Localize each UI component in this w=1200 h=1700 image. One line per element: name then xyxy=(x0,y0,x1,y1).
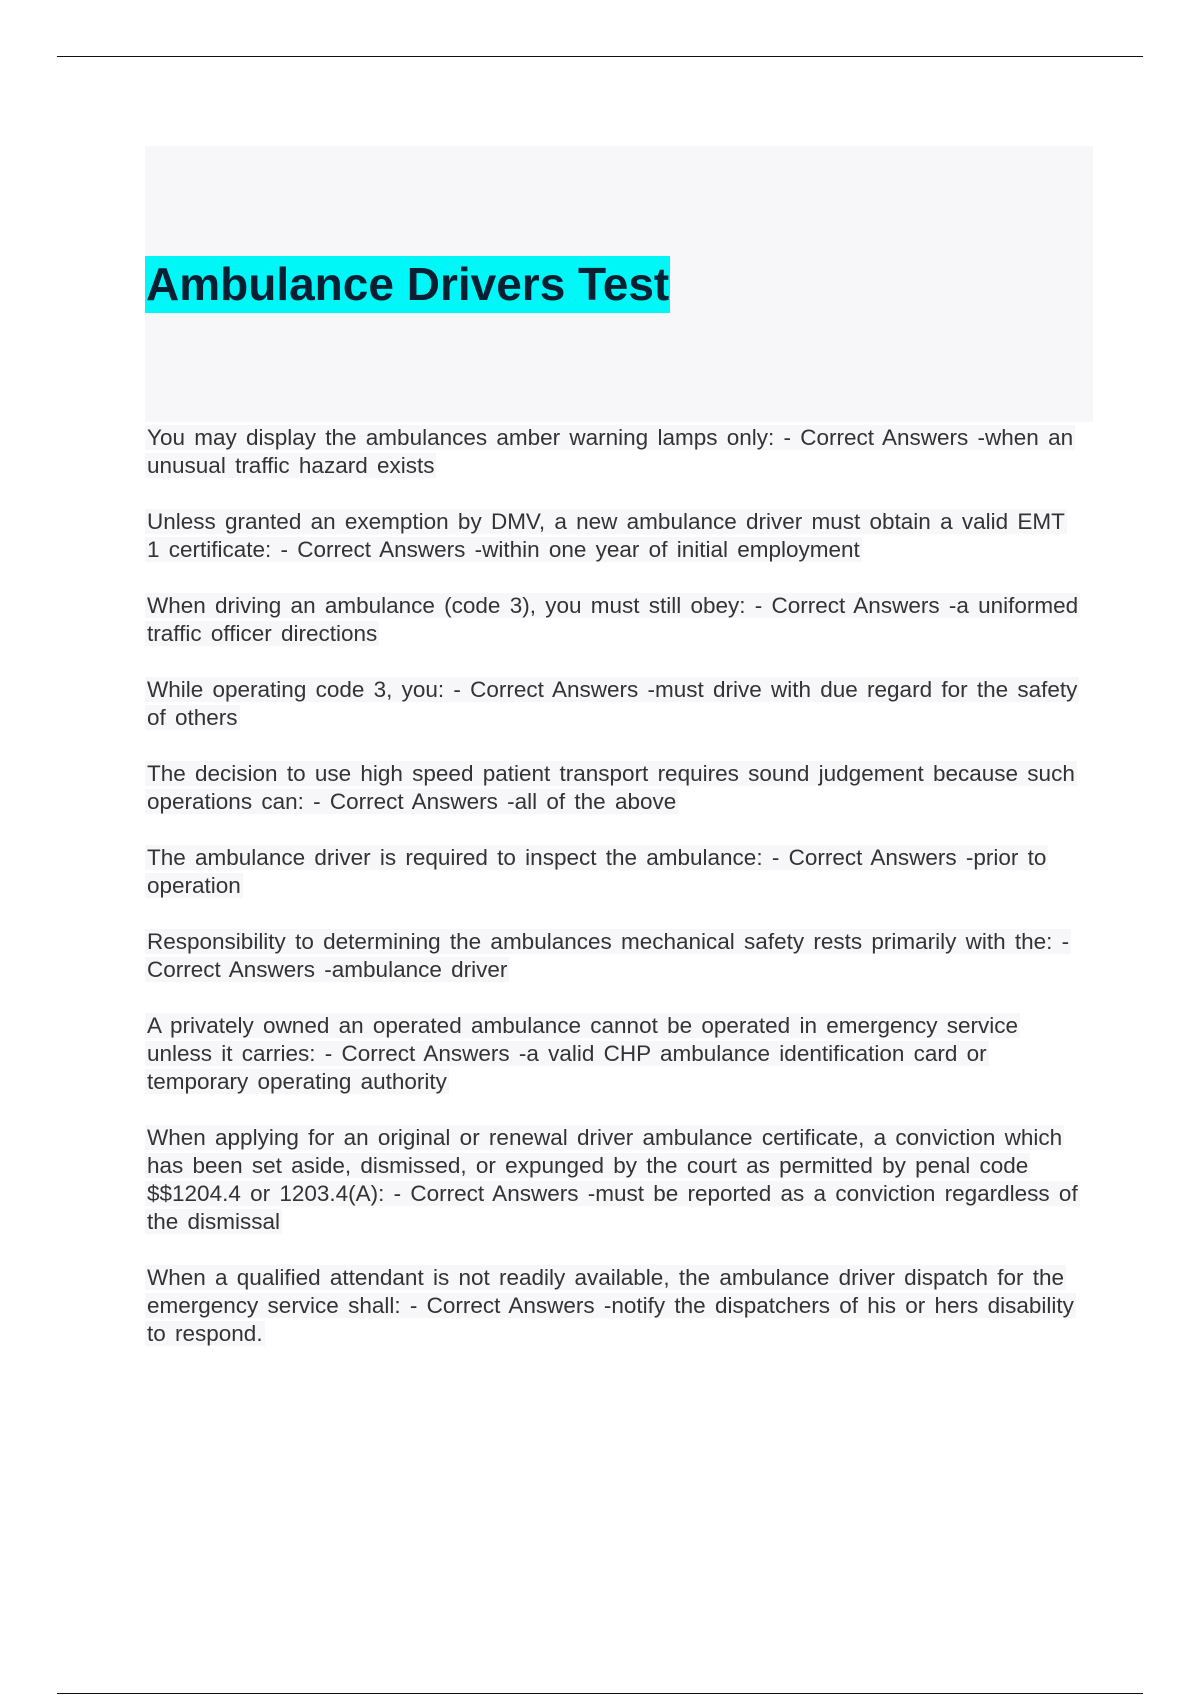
question-text: When driving an ambulance (code 3), you must still obey: - Correct Answers -a uniformed traffic officer directions xyxy=(147,593,1079,646)
question-text: The ambulance driver is required to inspect the ambulance: - Correct Answers -prior to operation xyxy=(147,845,1047,898)
question-text: When a qualified attendant is not readily available, the ambulance driver dispatch for the emergency service shall: - Correct Answers -notify the dispatchers of his or hers disability to respond. xyxy=(147,1265,1074,1346)
question-item xyxy=(145,844,1085,900)
question-item xyxy=(145,592,1085,648)
top-rule xyxy=(57,56,1143,57)
question-item xyxy=(145,1124,1085,1236)
question-item xyxy=(145,508,1085,564)
question-text: Responsibility to determining the ambulances mechanical safety rests primarily with the: - Correct Answers -ambulance driver xyxy=(147,929,1070,982)
question-item xyxy=(145,928,1085,984)
question-list xyxy=(145,424,1085,1376)
question-item xyxy=(145,1012,1085,1096)
question-item xyxy=(145,1264,1085,1348)
question-text: Unless granted an exemption by DMV, a new ambulance driver must obtain a valid EMT 1 certificate: - Correct Answers -within one year of initial employment xyxy=(147,509,1065,562)
question-item xyxy=(145,760,1085,816)
question-item xyxy=(145,676,1085,732)
page-title: Ambulance Drivers Test xyxy=(145,256,670,313)
question-text: The decision to use high speed patient transport requires sound judgement because such operations can: - Correct Answers -all of the above xyxy=(147,761,1075,814)
question-text: A privately owned an operated ambulance cannot be operated in emergency service unless it carries: - Correct Answers -a valid CHP ambulance identification card or temporary operating authority xyxy=(147,1013,1019,1094)
question-item xyxy=(145,424,1085,480)
question-text: When applying for an original or renewal driver ambulance certificate, a conviction which has been set aside, dismissed, or expunged by the court as permitted by penal code $$1204.4 or 1203.4(A): - Correct Answers -must be reported as a conviction regardless of the dismissal xyxy=(147,1125,1078,1234)
bottom-rule xyxy=(57,1693,1143,1694)
question-text: You may display the ambulances amber warning lamps only: - Correct Answers -when an unusual traffic hazard exists xyxy=(147,425,1074,478)
question-text: While operating code 3, you: - Correct Answers -must drive with due regard for the safety of others xyxy=(147,677,1078,730)
